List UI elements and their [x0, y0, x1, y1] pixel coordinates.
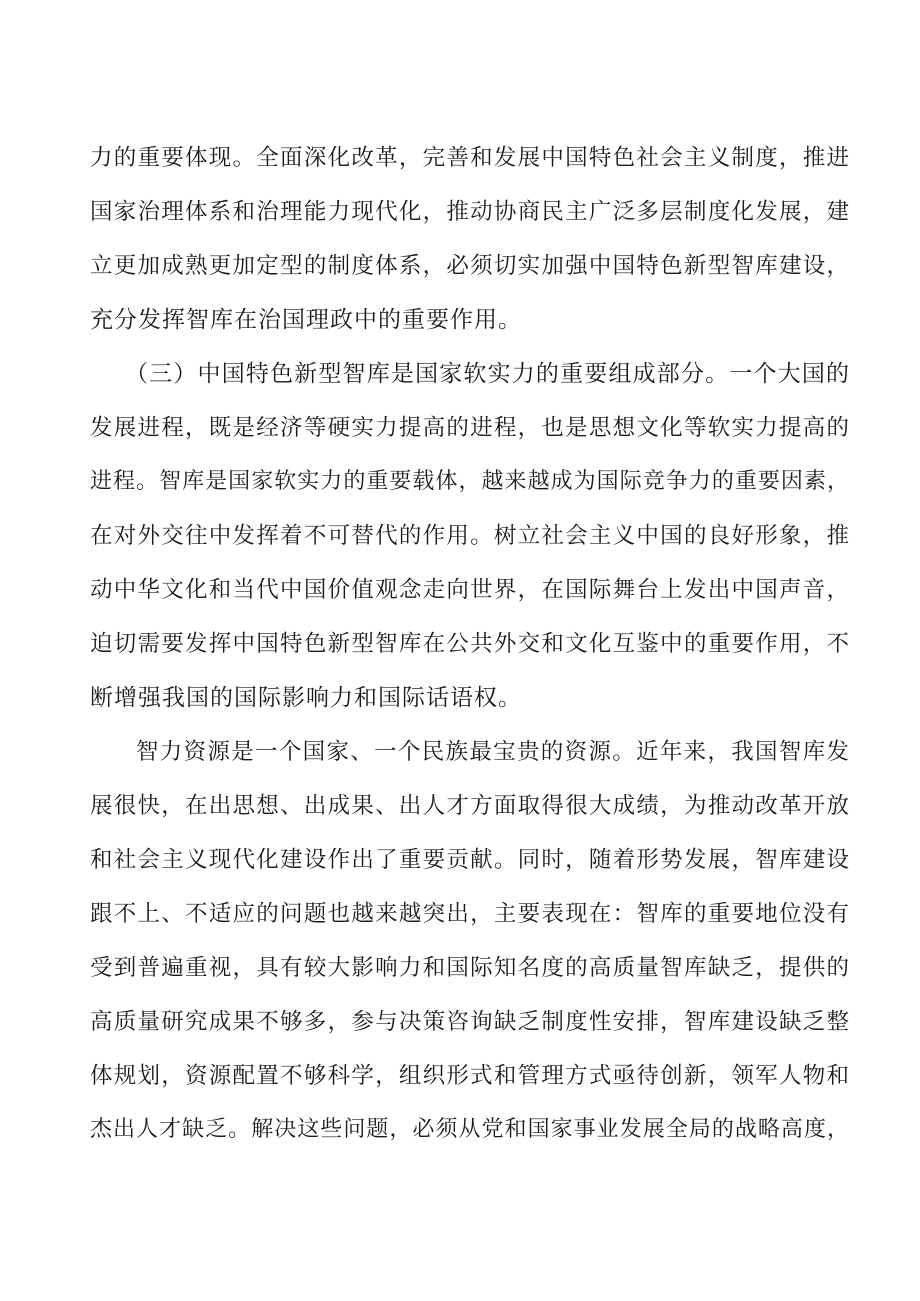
text-line-9: 动中华文化和当代中国价值观念走向世界，在国际舞台上发出中国声音， — [90, 577, 850, 603]
text-line-4: 充分发挥智库在治国理政中的重要作用。 — [90, 307, 522, 333]
text-line-2: 国家治理体系和治理能力现代化，推动协商民主广泛多层制度化发展，建 — [90, 199, 850, 225]
text-line-1: 力的重要体现。全面深化改革，完善和发展中国特色社会主义制度，推进 — [90, 145, 850, 171]
text-line-10: 迫切需要发挥中国特色新型智库在公共外交和文化互鉴中的重要作用，不 — [90, 631, 850, 657]
paragraph-start-line: 智力资源是一个国家、一个民族最宝贵的资源。近年来，我国智库发 — [136, 739, 850, 765]
text-line-18: 体规划，资源配置不够科学，组织形式和管理方式亟待创新，领军人物和 — [90, 1063, 850, 1089]
text-line-17: 高质量研究成果不够多，参与决策咨询缺乏制度性安排，智库建设缺乏整 — [90, 1009, 850, 1035]
text-line-3: 立更加成熟更加定型的制度体系，必须切实加强中国特色新型智库建设， — [90, 253, 850, 279]
text-line-15: 跟不上、不适应的问题也越来越突出，主要表现在：智库的重要地位没有 — [90, 901, 850, 927]
text-line-7: 进程。智库是国家软实力的重要载体，越来越成为国际竞争力的重要因素， — [90, 469, 850, 494]
text-line-6: 发展进程，既是经济等硬实力提高的进程，也是思想文化等软实力提高的 — [90, 415, 850, 441]
text-line-19: 杰出人才缺乏。解决这些问题，必须从党和国家事业发展全局的战略高度， — [90, 1117, 850, 1142]
section-heading-line: （三）中国特色新型智库是国家软实力的重要组成部分。一个大国的 — [125, 361, 850, 387]
text-line-11: 断增强我国的国际影响力和国际话语权。 — [90, 685, 522, 711]
text-line-14: 和社会主义现代化建设作出了重要贡献。同时，随着形势发展，智库建设 — [90, 847, 850, 873]
text-line-13: 展很快，在出思想、出成果、出人才方面取得很大成绩，为推动改革开放 — [90, 793, 850, 819]
text-line-8: 在对外交往中发挥着不可替代的作用。树立社会主义中国的良好形象，推 — [90, 523, 850, 549]
text-line-16: 受到普遍重视，具有较大影响力和国际知名度的高质量智库缺乏，提供的 — [90, 955, 850, 981]
